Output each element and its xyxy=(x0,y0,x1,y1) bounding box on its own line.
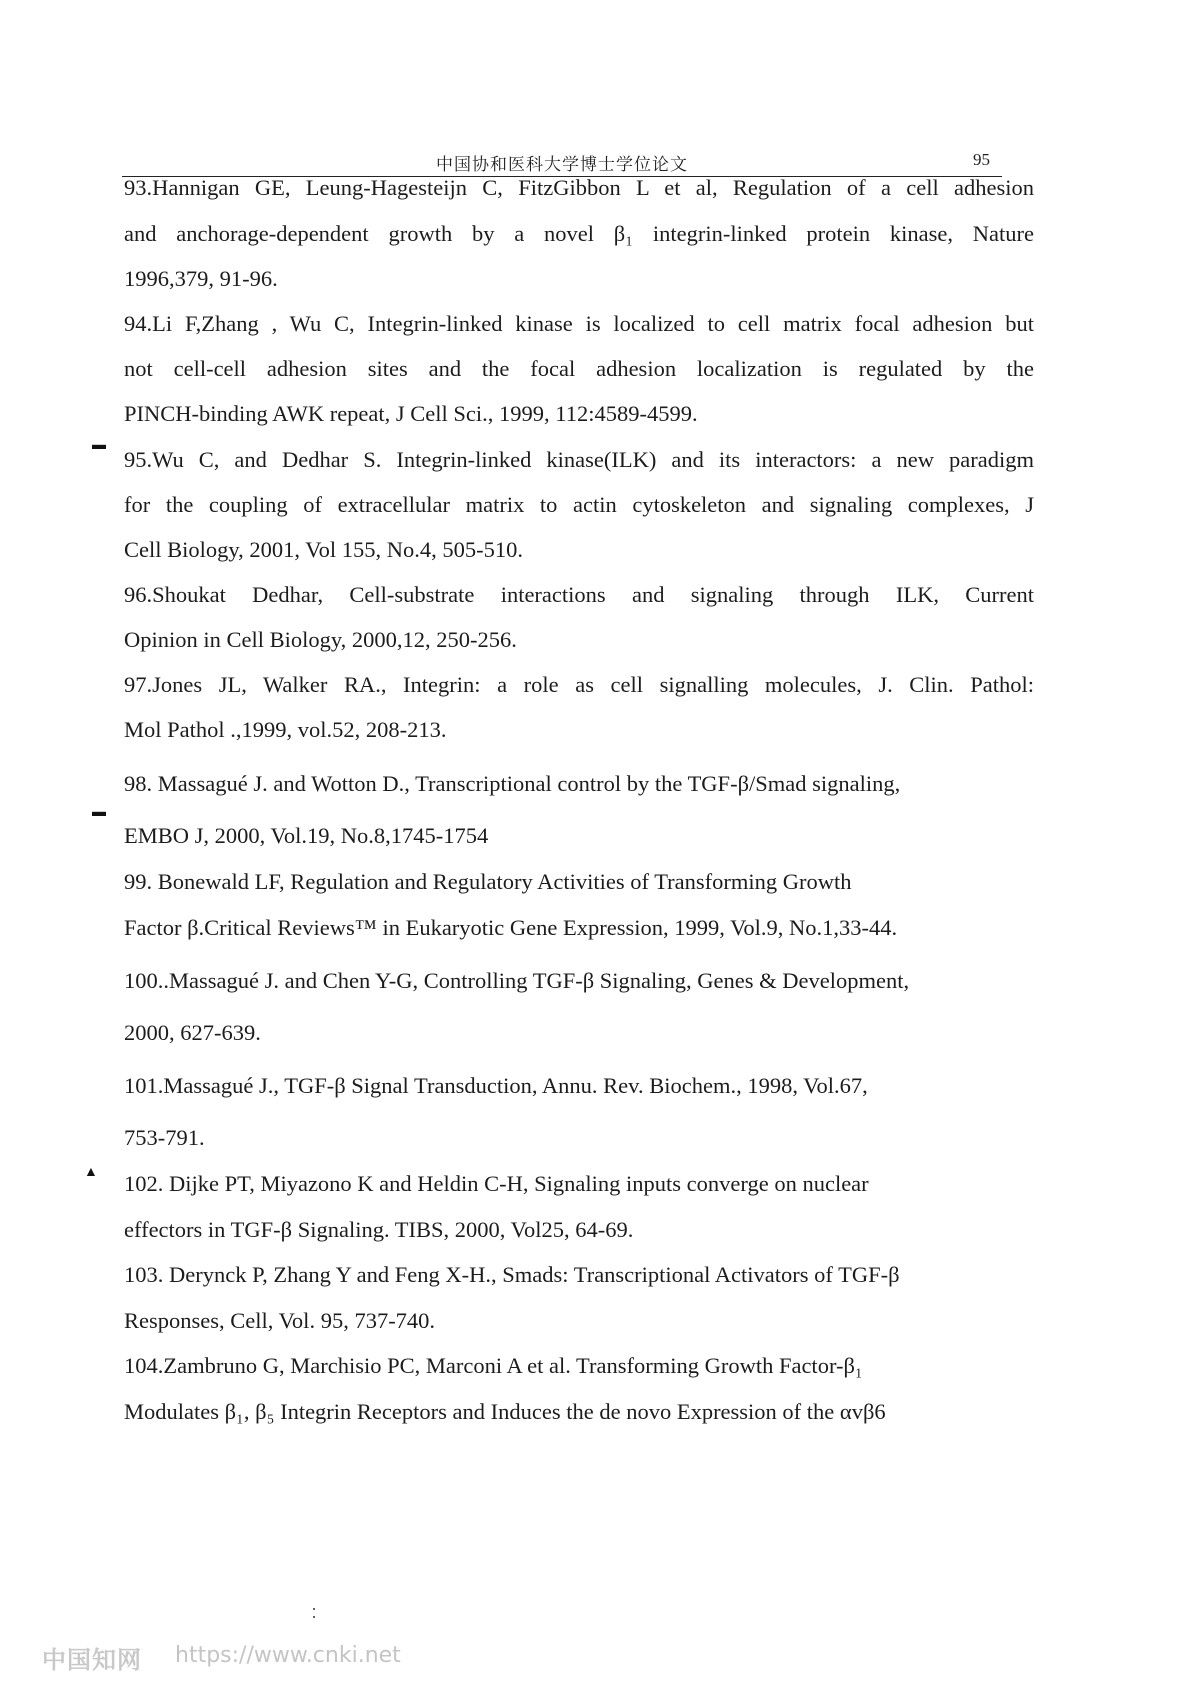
reference-99-line-2: Factor β.Critical Reviews™ in Eukaryotic Gene Expression, 1999, Vol.9, No.1,33-44. xyxy=(124,915,898,940)
reference-97-line-2: Mol Pathol .,1999, vol.52, 208-213. xyxy=(124,717,447,742)
reference-101-line-1: 101.Massagué J., TGF-β Signal Transduction, Annu. Rev. Biochem., 1998, Vol.67, xyxy=(124,1073,868,1098)
reference-98-line-1: 98. Massagué J. and Wotton D., Transcriptional control by the TGF-β/Smad signaling, xyxy=(124,771,901,796)
page-number: 95 xyxy=(973,150,990,169)
scan-speck xyxy=(313,1616,315,1618)
margin-mark: ▬ xyxy=(92,438,106,453)
watermark-url: https://www.cnki.net xyxy=(175,1643,401,1668)
reference-96-line-2: Opinion in Cell Biology, 2000,12, 250-256. xyxy=(124,627,517,652)
reference-104-line-2: Modulates β₁, β₅ Integrin Receptors and Induces the de novo Expression of the αvβ6 xyxy=(124,1399,886,1424)
margin-mark: ▲ xyxy=(84,1165,98,1180)
reference-94-line-2: not cell-cell adhesion sites and the focal adhesion localization is regulated by the xyxy=(124,356,1034,381)
reference-98-line-2: EMBO J, 2000, Vol.19, No.8,1745-1754 xyxy=(124,823,489,848)
reference-99-line-1: 99. Bonewald LF, Regulation and Regulatory Activities of Transforming Growth xyxy=(124,869,852,894)
reference-95-line-2: for the coupling of extracellular matrix to actin cytoskeleton and signaling complexes, J xyxy=(124,492,1034,517)
reference-93-line-1: 93.Hannigan GE, Leung-Hagesteijn C, FitzGibbon L et al, Regulation of a cell adhesion xyxy=(124,175,1034,200)
reference-93-line-2: and anchorage-dependent growth by a novel β₁ integrin-linked protein kinase, Nature xyxy=(124,221,1034,246)
reference-100-line-2: 2000, 627-639. xyxy=(124,1020,261,1045)
running-title: 中国协和医科大学博士学位论文 xyxy=(436,155,688,174)
reference-104-line-1: 104.Zambruno G, Marchisio PC, Marconi A et al. Transforming Growth Factor-β₁ xyxy=(124,1353,863,1378)
reference-103-line-2: Responses, Cell, Vol. 95, 737-740. xyxy=(124,1308,436,1333)
reference-102-line-2: effectors in TGF-β Signaling. TIBS, 2000, Vol25, 64-69. xyxy=(124,1217,634,1242)
watermark-brand: 中国知网 xyxy=(42,1646,142,1674)
reference-103-line-1: 103. Derynck P, Zhang Y and Feng X-H., Smads: Transcriptional Activators of TGF-β xyxy=(124,1262,900,1287)
reference-95-line-3: Cell Biology, 2001, Vol 155, No.4, 505-510. xyxy=(124,537,523,562)
reference-101-line-2: 753-791. xyxy=(124,1125,205,1150)
page-header xyxy=(122,148,1002,177)
reference-102-line-1: 102. Dijke PT, Miyazono K and Heldin C-H, Signaling inputs converge on nuclear xyxy=(124,1171,869,1196)
margin-mark: ▬ xyxy=(92,805,106,820)
reference-94-line-3: PINCH-binding AWK repeat, J Cell Sci., 1999, 112:4589-4599. xyxy=(124,401,698,426)
scan-speck xyxy=(313,1608,315,1610)
reference-95-line-1: 95.Wu C, and Dedhar S. Integrin-linked kinase(ILK) and its interactors: a new paradigm xyxy=(124,447,1034,472)
reference-97-line-1: 97.Jones JL, Walker RA., Integrin: a role as cell signalling molecules, J. Clin. Pathol: xyxy=(124,672,1034,697)
reference-96-line-1: 96.Shoukat Dedhar, Cell-substrate interactions and signaling through ILK, Current xyxy=(124,582,1034,607)
reference-93-line-3: 1996,379, 91-96. xyxy=(124,266,278,291)
reference-100-line-1: 100..Massagué J. and Chen Y-G, Controlling TGF-β Signaling, Genes & Development, xyxy=(124,968,910,993)
reference-94-line-1: 94.Li F,Zhang , Wu C, Integrin-linked kinase is localized to cell matrix focal adhesion but xyxy=(124,311,1034,336)
